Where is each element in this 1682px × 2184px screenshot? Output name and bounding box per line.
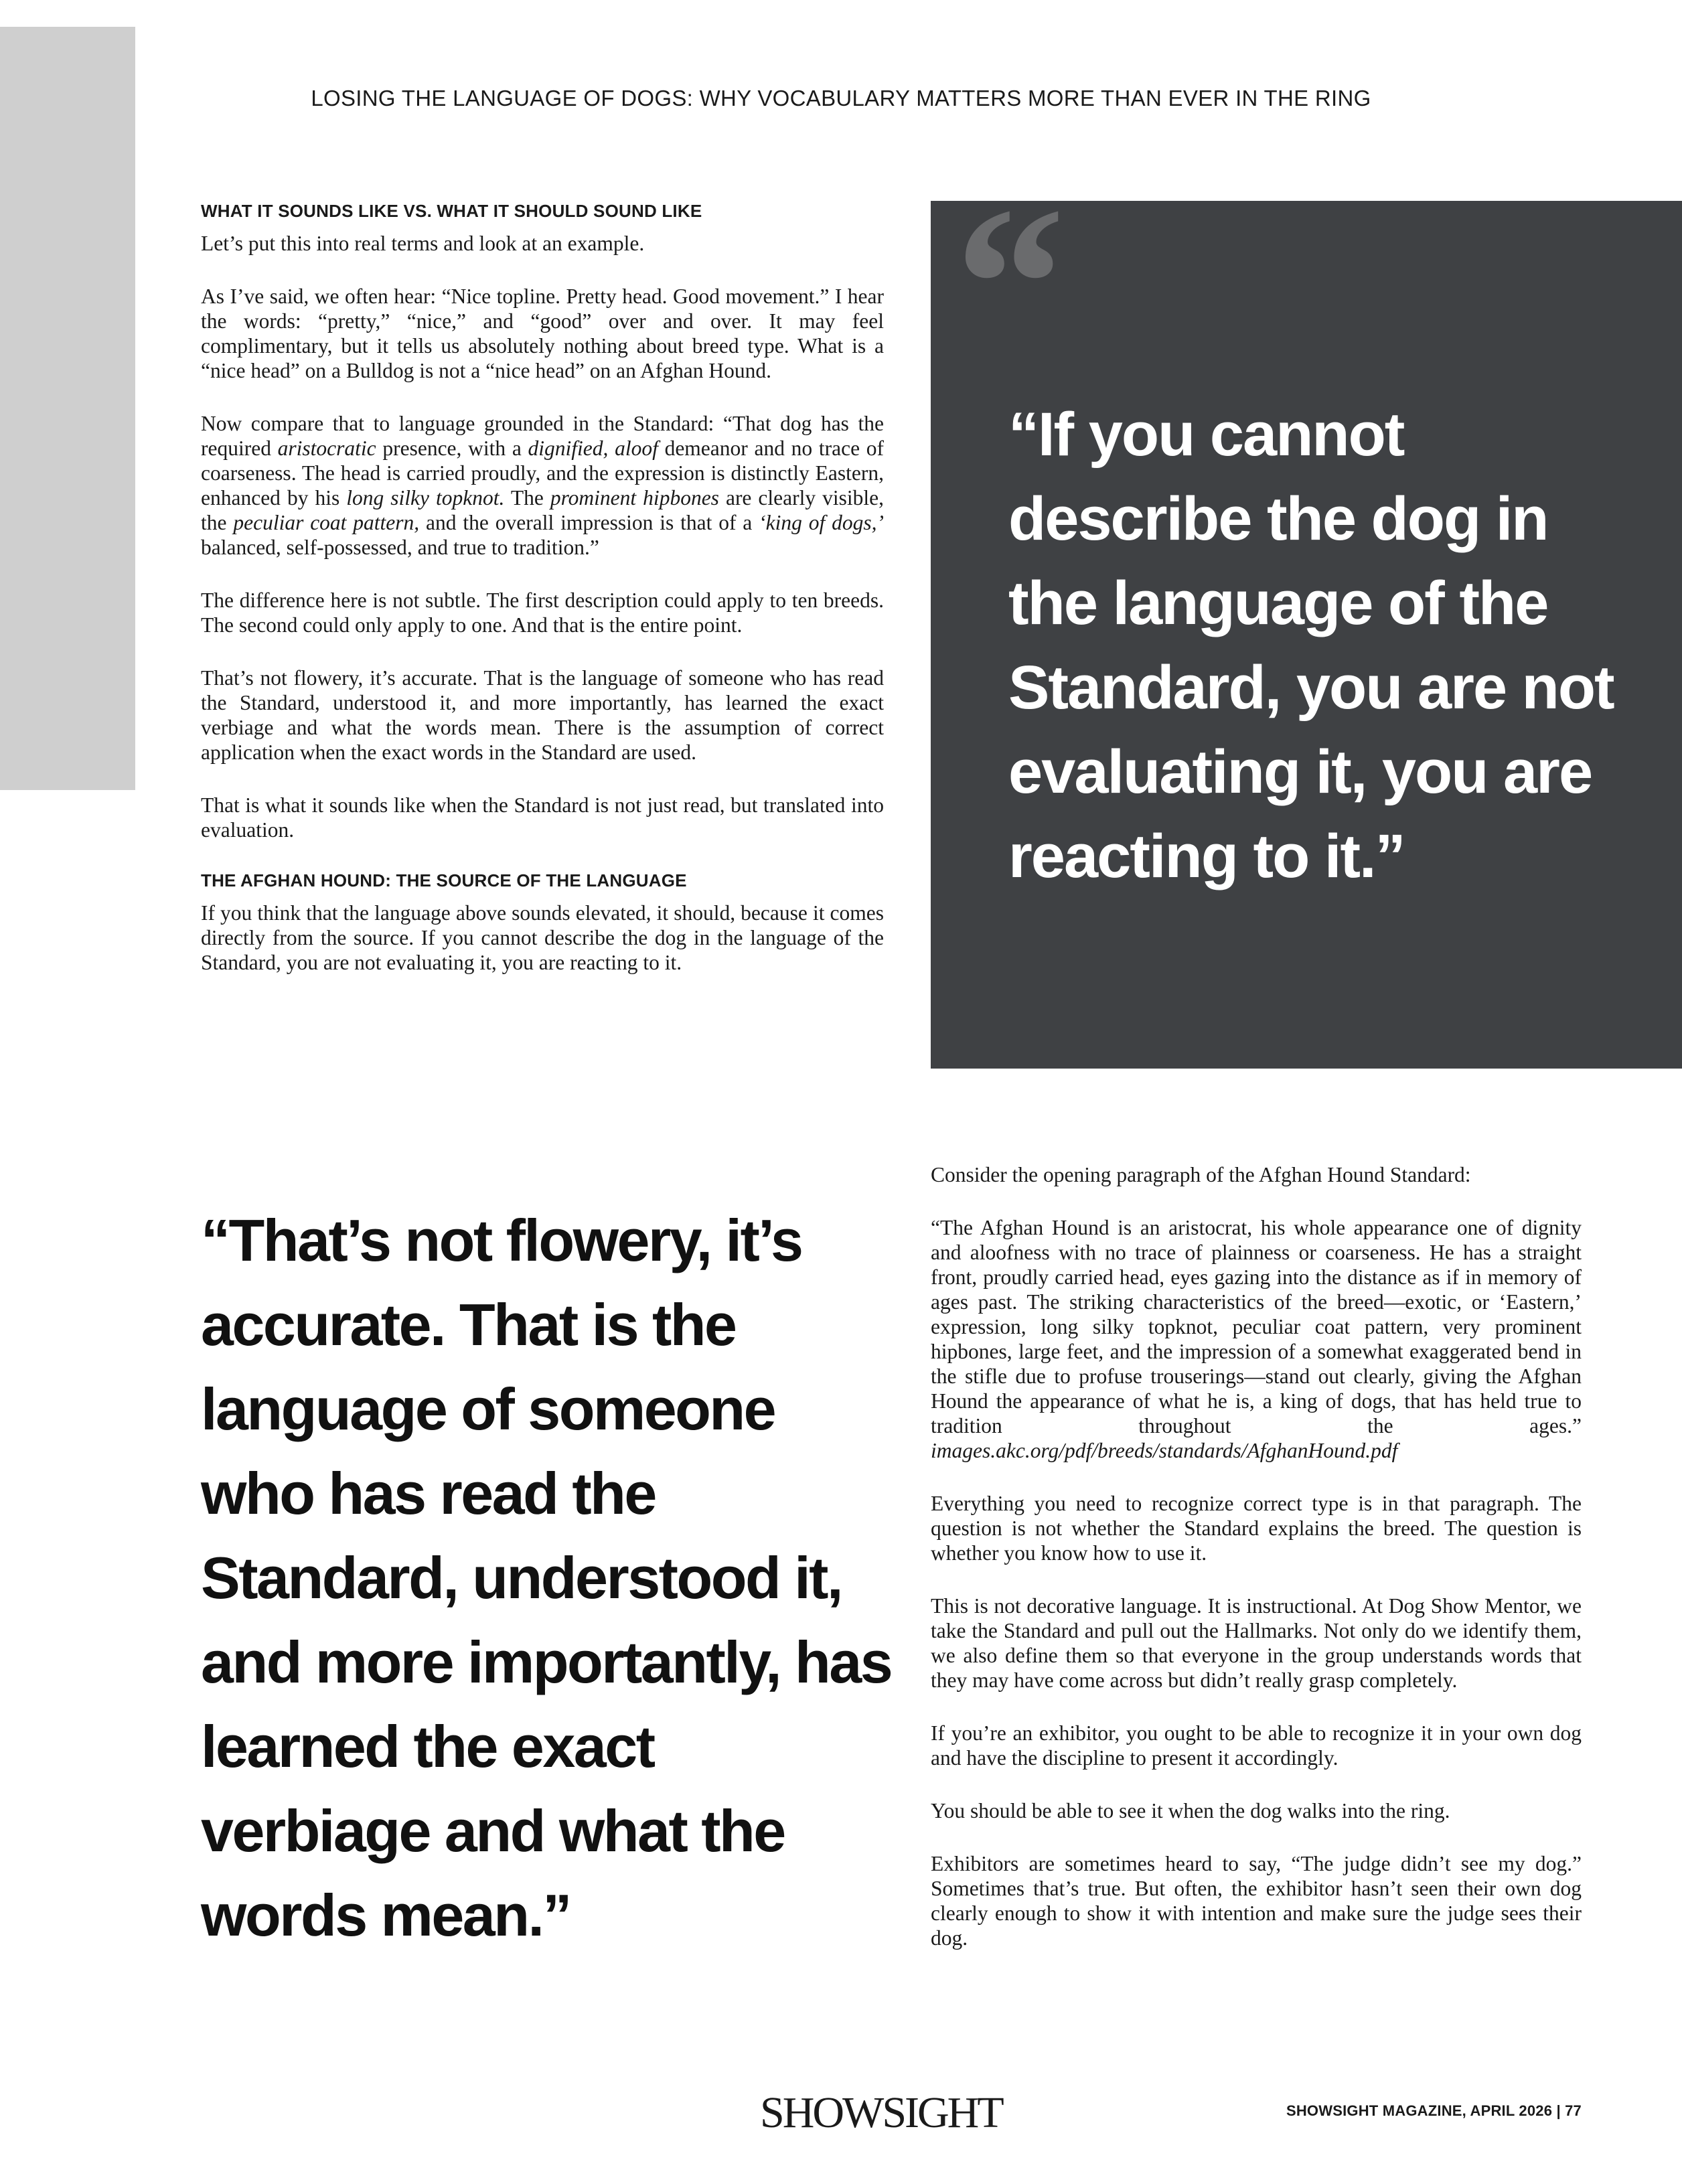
pull-quote-box	[931, 162, 1682, 1069]
paragraph: Everything you need to recognize correct type is in that paragraph. The question is not whether the Standard explains the breed. The question is whether you know how to use it.	[931, 1492, 1582, 1565]
text-run: are clearly visible, the	[201, 486, 885, 534]
paragraph: Let’s put this into real terms and look at an example.	[201, 232, 645, 255]
section-heading: THE AFGHAN HOUND: THE SOURCE OF THE LANGUAGE	[201, 870, 687, 890]
text-run: “The Afghan Hound is an aristocrat, his whole appearance one of dignity and aloofness with no trace of plainness or coarseness. He has a straight front, proudly carried head, eyes gazing into the distance as if in memory of ages past. The striking characteristics of the breed—exotic, or ‘Eastern,’ expression, long silky topknot, peculiar coat pattern, very prominent hipbones, large feet, and the impression of a somewhat exaggerated bend in the stifle due to profuse trouserings—stand out clearly, giving the Afghan Hound the appearance of what he is, a king of dogs, that has held true to tradition throughout the ages.”	[931, 1216, 1582, 1437]
paragraph: If you’re an exhibitor, you ought to be able to recognize it in your own dog and have the discipline to present it accordingly.	[931, 1721, 1582, 1770]
side-accent-bar	[0, 27, 135, 790]
section-heading: WHAT IT SOUNDS LIKE VS. WHAT IT SHOULD SOUND LIKE	[201, 201, 702, 221]
text-run: demeanor and no trace of coarseness. The head is carried proudly, and the expression is distinctly Eastern, enhanced by his	[201, 437, 884, 510]
italic-run: prominent hipbones	[550, 486, 719, 510]
italic-run: peculiar coat pattern,	[233, 511, 420, 534]
paragraph: That is what it sounds like when the Standard is not just read, but translated into evaluation.	[201, 793, 884, 842]
paragraph-standard-comparison	[201, 411, 884, 560]
large-pull-quote: “That’s not flowery, it’s accurate. That is the language of someone who has read the Standard, understood it, and more importantly, has learned the exact verbiage and what the words mean.”	[201, 1207, 892, 1948]
running-title: LOSING THE LANGUAGE OF DOGS: WHY VOCABULARY MATTERS MORE THAN EVER IN THE RING	[311, 86, 1371, 110]
text-run: Now compare that to language grounded in the Standard: “That dog has the required	[201, 412, 884, 460]
italic-run: aristocratic	[277, 437, 376, 460]
paragraph: Consider the opening paragraph of the Afghan Hound Standard:	[931, 1163, 1471, 1186]
paragraph: The difference here is not subtle. The first description could apply to ten breeds. The second could only apply to one. And that is the entire point.	[201, 589, 884, 637]
paragraph-standard-quote	[931, 1215, 1582, 1463]
paragraph: Exhibitors are sometimes heard to say, “The judge didn’t see my dog.” Sometimes that’s true. But often, the exhibitor hasn’t seen their own dog clearly enough to show it with intention and make sure the judge sees their dog.	[931, 1852, 1582, 1950]
text-run: and the overall impression is that of a	[419, 511, 759, 534]
paragraph: This is not decorative language. It is instructional. At Dog Show Mentor, we take the Standard and pull out the Hallmarks. Not only do we identify them, we also define them so that everyone in the group understands words that they may have come across but didn’t really grasp completely.	[931, 1594, 1582, 1692]
source-citation: images.akc.org/pdf/breeds/standards/AfghanHound.pdf	[931, 1439, 1398, 1462]
text-run: The	[504, 486, 550, 510]
paragraph: As I’ve said, we often hear: “Nice topline. Pretty head. Good movement.” I hear the words: “pretty,” “nice,” and “good” over and over. It may feel complimentary, but it tells us absolutely nothing about breed type. What is a “nice head” on a Bulldog is not a “nice head” on an Afghan Hound.	[201, 285, 884, 382]
page-info: SHOWSIGHT MAGAZINE, APRIL 2026 | 77	[1286, 2102, 1582, 2119]
italic-run: dignified, aloof	[528, 437, 658, 460]
italic-run: ‘king of dogs,’	[759, 511, 884, 534]
paragraph: You should be able to see it when the dog walks into the ring.	[931, 1799, 1450, 1822]
paragraph: That’s not flowery, it’s accurate. That is the language of someone who has read the Standard, understood it, and more importantly, has learned the exact verbiage and what the words mean. There is the assumption of correct application when the exact words in the Standard are used.	[201, 666, 884, 764]
magazine-logo: SHOWSIGHT	[760, 2088, 1002, 2137]
right-column	[931, 1162, 1582, 1950]
pull-quote-box-text: “If you cannot describe the dog in the language of the Standard, you are not evaluating it, you are reacting to it.”	[1008, 400, 1614, 890]
quote-mark-icon: “	[955, 162, 1065, 406]
left-column	[201, 201, 884, 975]
text-run: balanced, self-possessed, and true to tradition.”	[201, 536, 599, 559]
paragraph: If you think that the language above sounds elevated, it should, because it comes directly from the source. If you cannot describe the dog in the language of the Standard, you are not evaluating it, you are reacting to it.	[201, 901, 884, 974]
text-run: presence, with a	[376, 437, 528, 460]
italic-run: long silky topknot.	[346, 486, 505, 510]
